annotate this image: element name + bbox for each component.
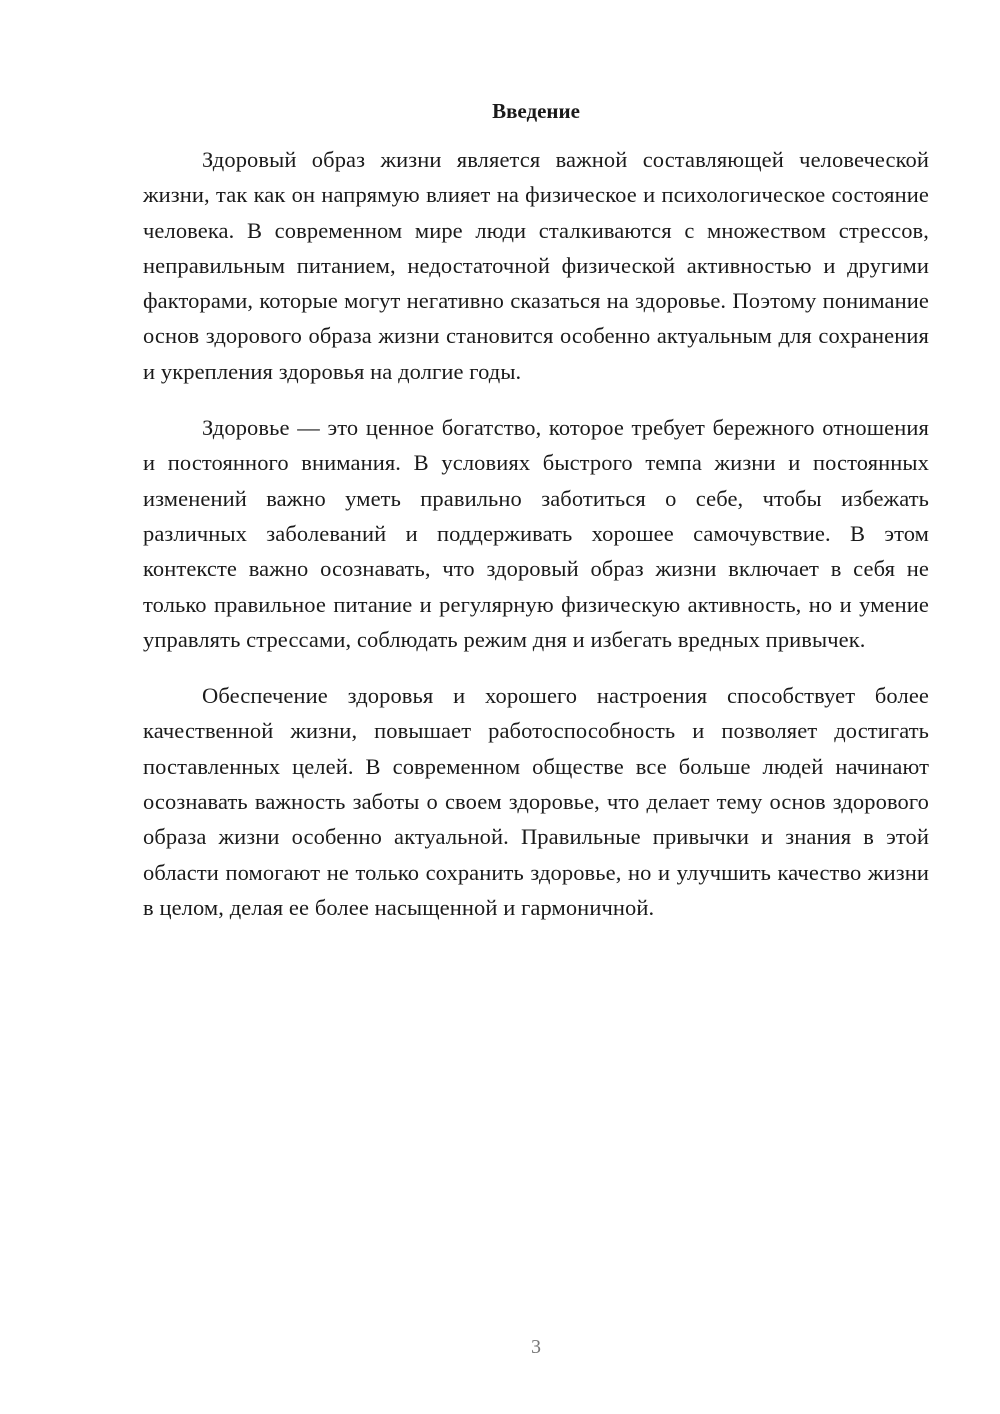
body-text	[143, 142, 929, 925]
paragraph-2: Здоровье — это ценное богатство, которое требует бережного отношения и постоянного внимания. В условиях быстрого темпа жизни и постоянных изменений важно уметь правильно заботиться о себе, чтобы избежать различных заболеваний и поддерживать хорошее самочувствие. В этом контексте важно осознавать, что здоровый образ жизни включает в себя не только правильное питание и регулярную физическую активность, но и умение управлять стрессами, соблюдать режим дня и избегать вредных привычек.	[143, 415, 929, 652]
section-title: Введение	[492, 99, 580, 123]
paragraph-1: Здоровый образ жизни является важной составляющей человеческой жизни, так как он напрямую влияет на физическое и психологическое состояние человека. В современном мире люди сталкиваются с множеством стрессов, неправильным питанием, недостаточной физической активностью и другими факторами, которые могут негативно сказаться на здоровье. Поэтому понимание основ здорового образа жизни становится особенно актуальным для сохранения и укрепления здоровья на долгие годы.	[143, 147, 929, 384]
page-number: 3	[531, 1336, 541, 1358]
paragraph-3: Обеспечение здоровья и хорошего настроения способствует более качественной жизни, повышает работоспособность и позволяет достигать поставленных целей. В современном обществе все больше людей начинают осознавать важность заботы о своем здоровье, что делает тему основ здорового образа жизни особенно актуальной. Правильные привычки и знания в этой области помогают не только сохранить здоровье, но и улучшить качество жизни в целом, делая ее более насыщенной и гармоничной.	[143, 683, 929, 920]
